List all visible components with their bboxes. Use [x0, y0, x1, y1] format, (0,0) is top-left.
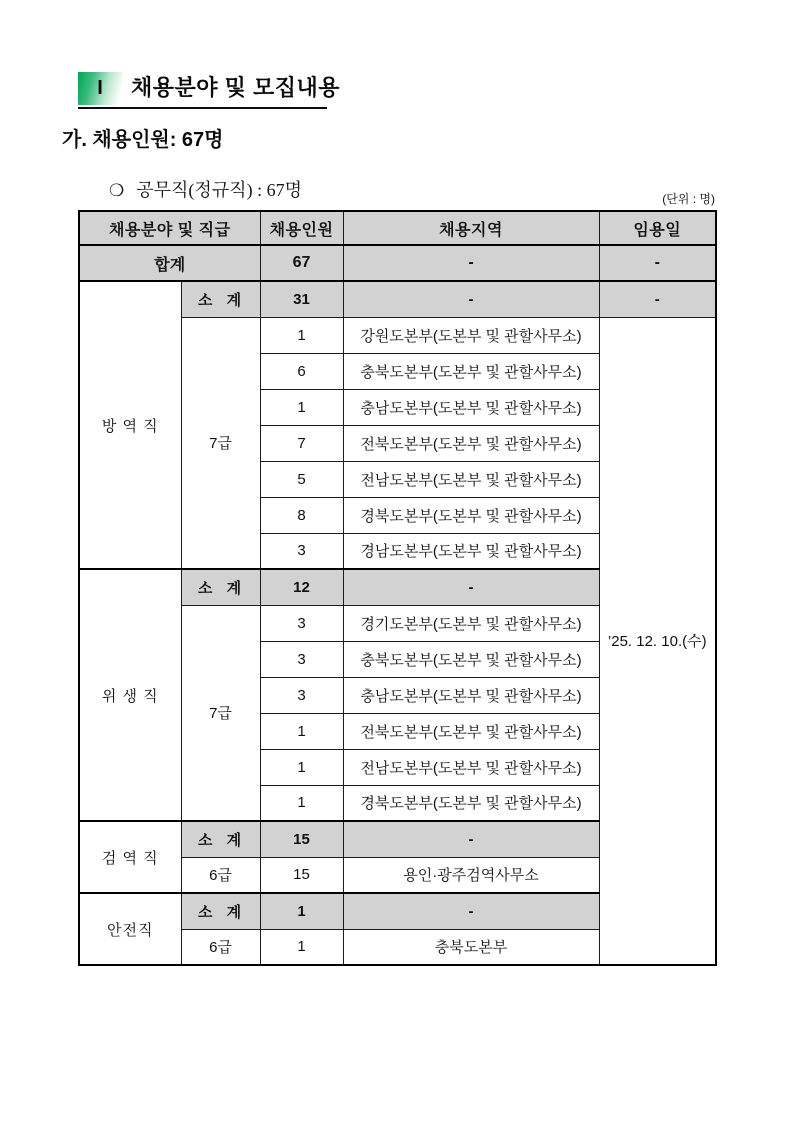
table-header-row [79, 211, 716, 245]
count-cell: 3 [260, 605, 343, 641]
region-cell: 충북도본부(도본부 및 관할사무소) [343, 353, 599, 389]
subtotal-label-cell: 소 계 [181, 821, 260, 857]
count-cell: 5 [260, 461, 343, 497]
bullet-text: 공무직(정규직) : 67명 [136, 180, 302, 200]
region-cell: 전남도본부(도본부 및 관할사무소) [343, 461, 599, 497]
category-cell: 위 생 직 [79, 569, 181, 821]
subsection-heading: 가. 채용인원: 67명 [62, 129, 224, 151]
grade-cell: 6급 [181, 929, 260, 965]
subtotal-row [79, 281, 716, 317]
count-cell: 1 [260, 749, 343, 785]
region-cell: 경남도본부(도본부 및 관할사무소) [343, 533, 599, 569]
total-count-cell: 67 [260, 245, 343, 281]
count-cell: 1 [260, 713, 343, 749]
region-cell: 충북도본부(도본부 및 관할사무소) [343, 641, 599, 677]
count-cell: 6 [260, 353, 343, 389]
total-date-cell: - [599, 245, 716, 281]
header-cell-category-grade: 채용분야 및 직급 [79, 211, 260, 245]
subtotal-label-cell: 소 계 [181, 281, 260, 317]
count-cell: 1 [260, 389, 343, 425]
unit-note: (단위 : 명) [662, 192, 715, 206]
grade-cell: 6급 [181, 857, 260, 893]
header-cell-date: 임용일 [599, 211, 716, 245]
subtotal-count-cell: 1 [260, 893, 343, 929]
region-cell: 전북도본부(도본부 및 관할사무소) [343, 425, 599, 461]
count-cell: 1 [260, 317, 343, 353]
recruitment-table [78, 210, 717, 966]
region-cell: 전북도본부(도본부 및 관할사무소) [343, 713, 599, 749]
count-cell: 8 [260, 497, 343, 533]
subtotal-region-cell: - [343, 281, 599, 317]
total-region-cell: - [343, 245, 599, 281]
region-cell: 충남도본부(도본부 및 관할사무소) [343, 677, 599, 713]
subtotal-region-cell: - [343, 821, 599, 857]
subtotal-date-cell: - [599, 281, 716, 317]
region-cell: 경북도본부(도본부 및 관할사무소) [343, 497, 599, 533]
section-number-box [78, 72, 122, 105]
section-number: I [97, 77, 103, 99]
region-cell: 용인·광주검역사무소 [343, 857, 599, 893]
category-cell: 안전직 [79, 893, 181, 965]
circle-bullet-icon: ❍ [109, 181, 125, 200]
region-cell: 충북도본부 [343, 929, 599, 965]
count-cell: 15 [260, 857, 343, 893]
total-row [79, 245, 716, 281]
section-title: 채용분야 및 모집내용 [131, 75, 340, 100]
total-label-cell: 합계 [79, 245, 260, 281]
region-cell: 전남도본부(도본부 및 관할사무소) [343, 749, 599, 785]
grade-cell: 7급 [181, 605, 260, 821]
count-cell: 3 [260, 677, 343, 713]
subtotal-label-cell: 소 계 [181, 569, 260, 605]
subtotal-count-cell: 31 [260, 281, 343, 317]
subtotal-count-cell: 15 [260, 821, 343, 857]
category-cell: 검 역 직 [79, 821, 181, 893]
region-cell: 강원도본부(도본부 및 관할사무소) [343, 317, 599, 353]
count-cell: 3 [260, 533, 343, 569]
subtotal-region-cell: - [343, 569, 599, 605]
region-cell: 충남도본부(도본부 및 관할사무소) [343, 389, 599, 425]
count-cell: 3 [260, 641, 343, 677]
title-underline [78, 107, 327, 109]
region-cell: 경북도본부(도본부 및 관할사무소) [343, 785, 599, 821]
count-cell: 7 [260, 425, 343, 461]
count-cell: 1 [260, 785, 343, 821]
subtotal-count-cell: 12 [260, 569, 343, 605]
count-cell: 1 [260, 929, 343, 965]
appointment-date-cell: ’25. 12. 10.(수) [599, 317, 716, 965]
subtotal-label-cell: 소 계 [181, 893, 260, 929]
category-cell: 방 역 직 [79, 281, 181, 569]
header-cell-count: 채용인원 [260, 211, 343, 245]
header-cell-region: 채용지역 [343, 211, 599, 245]
region-cell: 경기도본부(도본부 및 관할사무소) [343, 605, 599, 641]
subtotal-region-cell: - [343, 893, 599, 929]
grade-cell: 7급 [181, 317, 260, 569]
